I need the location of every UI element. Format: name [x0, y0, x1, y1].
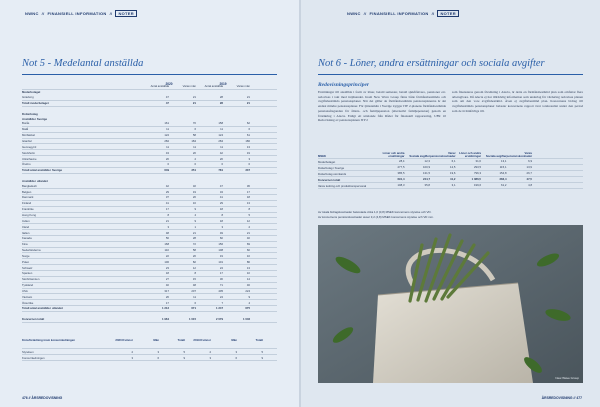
row-value: 4	[248, 300, 250, 305]
row-value: 3	[221, 224, 223, 229]
row-label: Norge	[22, 253, 30, 258]
row-value: 24	[219, 294, 223, 299]
row-value: 1 964	[162, 317, 169, 322]
row-value: 58	[192, 248, 196, 253]
salary-col-header: Löner och andra ersättningar	[459, 150, 481, 158]
row-value: 29	[219, 201, 223, 206]
row-value: 14	[246, 277, 250, 282]
row-value: 32	[192, 183, 196, 188]
row-cell: 47,5	[526, 176, 532, 181]
col-varav-2020: Varav män	[182, 84, 196, 88]
row-value: 46	[246, 283, 250, 288]
row-label: Gennegyml	[22, 144, 37, 149]
row-value: 405	[218, 288, 223, 293]
row-cell: Koncernen totalt	[318, 177, 341, 182]
col-antal-2020: Antal anställda	[150, 84, 169, 88]
row-cell: 41,2	[450, 176, 456, 181]
row-value: 28	[192, 236, 196, 241]
row-cell: 691,4	[397, 176, 405, 181]
table-row	[22, 355, 277, 361]
row-value: 110	[164, 248, 169, 253]
row-value: 21	[246, 95, 250, 100]
row-label: Nederländerna	[22, 248, 41, 253]
paragraph-right: som finansieras genom försäkring i Alecta, är detta en förmånsbestämd plan som omfattar flera arbetsgivare. Då Alecta ej har tillräcklig information som underlag för värdering redovisas planen som om den vore avgiftsbestämd. Även ej avgiftsbestämd plan. Koncernens bidrag till avgiftsbestämda pensionsplaner belastar koncernens rapport över totalresultat under den period som de är hänförliga till.	[452, 90, 583, 113]
row-cell: Koncernledningen	[22, 355, 45, 360]
row-value: 180	[245, 139, 250, 144]
row-cell: Varav ledning och produktionspersonal	[318, 183, 367, 188]
row-value: 207	[191, 288, 196, 293]
row-value: 17	[165, 300, 169, 305]
row-cell: 115,1	[499, 164, 507, 169]
row-value: 8	[248, 207, 250, 212]
row-value: 56	[165, 236, 169, 241]
row-value: 184	[191, 139, 196, 144]
row-value: 47	[165, 95, 169, 100]
row-value: 19	[219, 253, 223, 258]
row-label: Belgien	[22, 189, 32, 194]
row-cell: 3	[131, 355, 133, 360]
row-value: 781	[218, 168, 223, 173]
row-value: 20	[192, 150, 196, 155]
header-section-box: NOTER	[437, 10, 459, 17]
row-label: Österrike	[22, 300, 34, 305]
row-value: 158	[218, 121, 223, 126]
gender-col-header: 2020 Kvinnor	[115, 338, 133, 342]
row-value: 43	[165, 150, 169, 155]
col-group-2020: 2020	[165, 82, 173, 86]
gender-col-header: Män	[153, 338, 159, 342]
row-label: Schweiz	[22, 265, 33, 270]
row-cell: 61,2	[501, 182, 507, 187]
col-antal-2019: Antal anställda	[204, 84, 223, 88]
row-value: 21	[246, 230, 250, 235]
row-value: 29	[165, 189, 169, 194]
page-footer-right: ÅRSREDOVISNING // 477	[541, 396, 582, 400]
row-value: 21	[165, 218, 169, 223]
row-value: 48	[165, 230, 169, 235]
row-value: 0	[221, 162, 223, 167]
row-value: 27	[165, 277, 169, 282]
row-value: 9	[194, 218, 196, 223]
row-cell: 385,5	[397, 170, 405, 175]
row-cell: 277,5	[397, 164, 405, 169]
row-cell: 6,1	[451, 158, 456, 163]
row-value: 21	[192, 230, 196, 235]
header-company: NWNC	[25, 10, 39, 16]
row-value: 47	[219, 183, 223, 188]
row-value: 6	[194, 300, 196, 305]
row-label: Kina	[22, 242, 28, 247]
row-value: 18	[219, 218, 223, 223]
row-label: Bangladesh	[22, 183, 37, 188]
row-label: Polen	[22, 259, 30, 264]
row-value: 317	[164, 288, 169, 293]
row-value: 23	[165, 265, 169, 270]
row-cell: 1 086,5	[471, 176, 481, 181]
row-value: 122	[164, 133, 169, 138]
row-cell: 19,6	[450, 170, 456, 175]
row-cell: 4,8	[528, 182, 532, 187]
row-cell: Dotterbolag utomlands	[318, 171, 347, 176]
row-label: Örebro	[22, 162, 31, 167]
row-value: 1 247	[216, 306, 223, 311]
row-value: 17	[165, 207, 169, 212]
salary-col-header: Löner och andra ersättningar	[382, 150, 405, 158]
row-label: Totalt moderbolaget	[22, 101, 49, 106]
row-cell: 100,9	[423, 164, 430, 169]
row-value: 17	[219, 271, 223, 276]
row-value: 3	[167, 224, 169, 229]
row-value: 26	[165, 294, 169, 299]
row-cell: 154,8	[499, 170, 507, 175]
employees-table	[22, 83, 277, 323]
row-value: 2 079	[216, 317, 223, 322]
row-label: Italien	[22, 230, 30, 235]
row-value: 2	[194, 156, 196, 161]
row-value: 649	[164, 168, 169, 173]
row-value: 11	[220, 144, 223, 149]
row-value: 19	[192, 189, 196, 194]
row-cell: 13,1	[501, 158, 507, 163]
header-company: NWNC	[347, 10, 361, 16]
row-value: 13	[246, 201, 250, 206]
row-value: 42	[165, 183, 169, 188]
row-value: 671	[191, 306, 196, 311]
row-value: 17	[246, 189, 250, 194]
section-subtitle: Redovisningsprinciper	[318, 82, 370, 88]
row-value: 11	[220, 127, 223, 132]
salary-table-header	[318, 144, 583, 159]
row-value: 12	[192, 265, 196, 270]
row-value: 20	[165, 156, 169, 161]
photo-credit: New Wave Group	[555, 376, 579, 380]
row-label: Spanien	[22, 271, 33, 276]
row-value: 12	[246, 218, 250, 223]
row-value: 24	[219, 265, 223, 270]
row-value: 0	[167, 162, 169, 167]
row-label: Uttrarhavne	[22, 156, 37, 161]
row-value: 70	[192, 121, 196, 126]
row-cell: 3	[157, 349, 159, 354]
row-value: 21	[192, 101, 196, 106]
row-value: 86	[246, 259, 250, 264]
tote-bag-photo	[318, 225, 583, 383]
row-value: 37	[165, 195, 169, 200]
row-value: 22	[165, 253, 169, 258]
gender-table-header	[22, 338, 277, 349]
page-title: Not 6 - Löner, andra ersättningar och sociala avgifter	[318, 58, 545, 69]
row-value: 161	[164, 121, 169, 126]
row-value: 2	[248, 224, 250, 229]
row-value: 71	[219, 283, 223, 288]
row-value: 4	[194, 212, 196, 217]
row-value: 41	[165, 201, 169, 206]
header-section-box: NOTER	[115, 10, 137, 17]
row-cell: 35,8	[424, 182, 430, 187]
row-value: 49	[219, 230, 223, 235]
row-value: 42	[219, 150, 223, 155]
row-value: 1 212	[162, 306, 169, 311]
row-value: 10	[246, 253, 250, 258]
row-label: Indien	[22, 218, 30, 223]
row-cell: Styrelsen	[22, 349, 34, 354]
row-cell: 283,4	[499, 176, 507, 181]
row-value: 11	[166, 144, 169, 149]
salary-col-header: MSEK	[318, 154, 327, 158]
row-label: Kanada	[22, 236, 32, 241]
row-value: 3	[248, 156, 250, 161]
gender-col-header: Totalt	[255, 338, 263, 342]
row-value: 9	[194, 207, 196, 212]
salary-col-header: Varav pensionskostnader	[430, 150, 456, 158]
row-value: 8	[194, 271, 196, 276]
row-value: 8	[167, 212, 169, 217]
row-cell: 3	[209, 355, 211, 360]
row-cell: Moderbolaget	[318, 159, 336, 164]
row-label: Borås	[22, 121, 30, 126]
row-value: 28	[219, 101, 223, 106]
row-value: 34	[219, 189, 223, 194]
row-value: 36	[246, 183, 250, 188]
row-cell: 293,5	[474, 164, 481, 169]
row-cell: 13,9	[526, 164, 532, 169]
row-label: Malå	[22, 127, 29, 132]
row-label: USA	[22, 288, 28, 293]
row-value: 282	[164, 139, 169, 144]
row-cell: 6	[157, 355, 159, 360]
row-value: 13	[246, 265, 250, 270]
right-page	[300, 0, 600, 407]
row-value: 18	[165, 271, 169, 276]
row-label: Hong Kong	[22, 212, 36, 217]
paragraph-left: Ersättningar till anställda i form av löner, betald semester, betald sjukfrånvaro, pensioner etc. redovisas i takt med intjänandet. Inom New Wave Group finns både förmånsbestämda och avgiftsbestämda pensionsplaner. När det gäller de förmånsbestämda pensionsplanerna är det endast mindre pensionsplaner. För tjänstemän i Sverige tryggar ITP 2-planens förmånsbestämda pensionsåtaganden för ålders- och familjepension (alternativt familjepension) genom en försäkring i Alecta. Enligt ett uttalande från Rådet för finansiell rapportering, UFR 10 Redovisning av pensionsplanen ITP 2	[318, 90, 446, 123]
row-value: 60	[219, 236, 223, 241]
row-value: 18	[246, 195, 250, 200]
row-value: 47	[165, 101, 169, 106]
row-value: 21	[246, 101, 250, 106]
note-2: Av koncernens pensionskostnader avser 3,2 (4,8) MSEK koncernens styrelse och VD mm.	[318, 215, 434, 219]
row-cell: 9	[183, 355, 185, 360]
row-value: 6	[194, 127, 196, 132]
row-value: 5	[248, 212, 250, 217]
row-value: 41	[219, 195, 223, 200]
row-value: 58	[192, 133, 196, 138]
row-value: 20	[219, 156, 223, 161]
row-value: 19	[246, 150, 250, 155]
row-value: 101	[218, 259, 223, 264]
salary-col-header: Sociala avgifter	[409, 153, 430, 158]
row-label: Irland	[22, 224, 29, 229]
row-value: 10	[246, 271, 250, 276]
row-label: Totalt antal anställda i Sverige	[22, 168, 63, 173]
page-header: NWNC // FINANSIELL INFORMATION // NOTER	[25, 9, 137, 17]
row-cell: 108,3	[397, 182, 405, 187]
row-value: 61	[246, 133, 250, 138]
header-section: FINANSIELL INFORMATION	[369, 10, 429, 16]
row-cell: 12,3	[424, 158, 430, 163]
row-label: Finland	[22, 201, 32, 206]
row-value: 28	[219, 95, 223, 100]
row-cell: 2	[131, 349, 133, 354]
row-value: 124	[218, 133, 223, 138]
page-header-right: NWNC // FINANSIELL INFORMATION // NOTER	[347, 9, 459, 17]
row-value: 168	[164, 242, 169, 247]
row-value: 15	[192, 277, 196, 282]
row-value: 82	[192, 259, 196, 264]
row-value: 284	[218, 139, 223, 144]
salary-table	[318, 144, 583, 189]
row-value: 108	[218, 248, 223, 253]
row-cell: 9	[261, 355, 263, 360]
row-label: Koncernen totalt	[22, 317, 45, 322]
row-label: Tyskland	[22, 283, 34, 288]
gender-table	[22, 338, 277, 361]
page-title: Not 5 - Medelantal anställda	[22, 58, 144, 69]
row-value: 48	[192, 283, 196, 288]
row-label: Danmark	[22, 195, 34, 200]
note-1: Av totala bidragskostnader bekostade cirka 1,0 (0,8) MSEK koncernens styrelse och VD.	[318, 210, 432, 214]
spine-gutter	[299, 0, 301, 407]
row-cell: 3	[235, 349, 237, 354]
row-value: 62	[246, 121, 250, 126]
row-value: 11	[193, 144, 196, 149]
table-header-row	[22, 83, 277, 90]
row-value: 11	[193, 294, 196, 299]
row-value: 0	[194, 162, 196, 167]
row-label: Anställda i Sverige	[22, 116, 48, 121]
tote-bag-illustration	[318, 225, 583, 383]
page-footer-left: 476 // ÅRSREDOVISNING	[22, 396, 63, 400]
row-label: Vietnam	[22, 294, 33, 299]
row-value: 11	[166, 127, 169, 132]
title-rule	[22, 74, 277, 75]
row-label: Moderbolaget	[22, 90, 41, 95]
row-value: 1	[194, 224, 196, 229]
row-cell: 5	[183, 349, 185, 354]
title-rule	[318, 74, 583, 75]
row-cell: 28,4	[399, 158, 405, 163]
row-value: 30	[219, 277, 223, 282]
row-label: Storbritannien	[22, 277, 40, 282]
row-label: Istanbul	[22, 139, 32, 144]
gender-col-header: Könsfördelning inom koncernledningen	[22, 338, 75, 342]
row-cell: 26,7	[526, 170, 532, 175]
row-cell: 2	[209, 349, 211, 354]
gender-col-header: 2019 Kvinnor	[193, 338, 211, 342]
row-cell: 12,5	[450, 164, 456, 169]
row-value: 351	[191, 168, 196, 173]
row-label: Dotterbolag	[22, 111, 38, 116]
row-value: 6	[248, 127, 250, 132]
row-label: Göteborg	[22, 95, 34, 100]
row-value: 16	[192, 201, 196, 206]
row-value: 337	[245, 168, 250, 173]
row-cell: 199,6	[474, 182, 481, 187]
row-value: 100	[164, 259, 169, 264]
salary-col-header: Sociala avgifter	[485, 153, 507, 158]
col-group-2019: 2019	[219, 82, 227, 86]
row-value: 69	[246, 242, 250, 247]
salary-col-header: Varav pensionskostnader	[506, 150, 533, 158]
row-cell: 131,5	[423, 170, 430, 175]
row-value: 18	[219, 207, 223, 212]
gender-col-header: Totalt	[177, 338, 185, 342]
row-label: Anställda i utlandet	[22, 178, 48, 183]
row-value: 60	[246, 248, 250, 253]
row-label: Totalt antal anställda i utlandet	[22, 306, 63, 311]
row-value: 9	[248, 294, 250, 299]
row-value: 1 015	[189, 317, 196, 322]
row-label: Frankrike	[22, 207, 34, 212]
row-value: 13	[246, 144, 250, 149]
row-cell: 5	[261, 349, 263, 354]
row-value: 7	[221, 300, 223, 305]
row-value: 0	[248, 162, 250, 167]
row-value: 20	[192, 195, 196, 200]
row-value: 40	[165, 283, 169, 288]
row-value: 675	[245, 306, 250, 311]
row-cell: 6,9	[528, 158, 532, 163]
row-value: 21	[192, 95, 196, 100]
row-cell: 244,7	[423, 176, 430, 181]
row-cell: Dotterbolag i Sverige	[318, 165, 345, 170]
row-value: 8	[221, 212, 223, 217]
header-section: FINANSIELL INFORMATION	[47, 10, 107, 16]
row-label: Stockholm	[22, 150, 36, 155]
gender-col-header: Män	[231, 338, 237, 342]
row-value: 156	[218, 242, 223, 247]
row-cell: 31,6	[475, 158, 481, 163]
table-row	[318, 183, 583, 189]
row-value: 40	[246, 236, 250, 241]
row-value: 72	[192, 242, 196, 247]
row-cell: 3,1	[451, 182, 456, 187]
row-value: 224	[245, 288, 250, 293]
row-label: Mörbäckel	[22, 133, 35, 138]
row-cell: 796,3	[474, 170, 481, 175]
row-value: 20	[192, 253, 196, 258]
row-value: 1 046	[243, 317, 250, 322]
row-cell: 6	[235, 355, 237, 360]
table-row	[22, 317, 277, 323]
col-varav-2019: Varav män	[236, 84, 250, 88]
